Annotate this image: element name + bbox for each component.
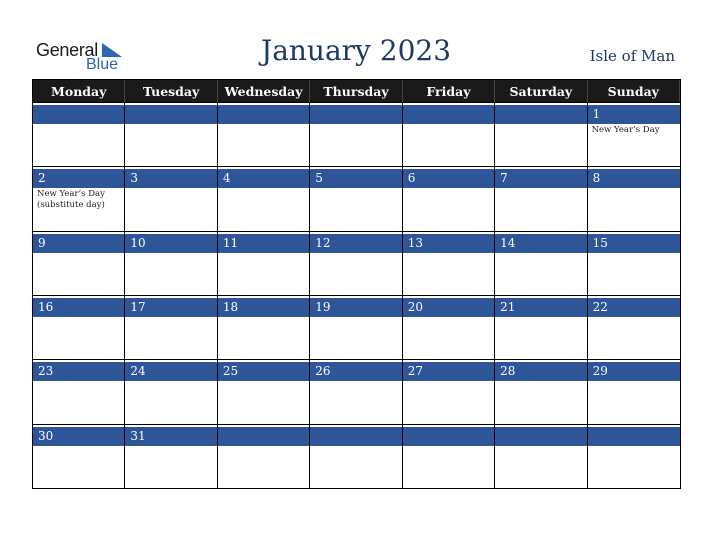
day-cell xyxy=(310,424,402,488)
logo-text-general: General xyxy=(36,40,98,60)
day-number: 3 xyxy=(125,169,216,188)
day-cell xyxy=(310,102,402,166)
day-number: 23 xyxy=(33,362,124,381)
holiday-label xyxy=(218,317,309,319)
day-cell xyxy=(218,424,310,488)
day-number: 1 xyxy=(588,105,680,124)
day-cell xyxy=(588,424,680,488)
day-number: 11 xyxy=(218,234,309,253)
holiday-label xyxy=(310,253,401,255)
day-cell xyxy=(218,295,310,359)
day-cell xyxy=(495,166,587,230)
day-number xyxy=(125,105,216,124)
holiday-label xyxy=(125,446,216,448)
holiday-label xyxy=(588,381,680,383)
holiday-label xyxy=(33,124,124,126)
day-cell xyxy=(403,424,495,488)
day-number xyxy=(218,427,309,446)
day-number: 9 xyxy=(33,234,124,253)
holiday-label xyxy=(125,188,216,190)
holiday-label xyxy=(495,381,586,383)
day-number xyxy=(218,105,309,124)
day-number: 29 xyxy=(588,362,680,381)
day-cell xyxy=(33,424,125,488)
weekday-header: Saturday xyxy=(495,80,587,102)
day-number xyxy=(310,105,401,124)
holiday-label xyxy=(33,381,124,383)
holiday-label xyxy=(495,124,586,126)
day-cell xyxy=(218,166,310,230)
day-number: 20 xyxy=(403,298,494,317)
holiday-label xyxy=(403,446,494,448)
day-cell xyxy=(125,231,217,295)
day-cell xyxy=(495,424,587,488)
holiday-label xyxy=(403,188,494,190)
day-cell xyxy=(218,231,310,295)
holiday-label xyxy=(33,317,124,319)
day-cell xyxy=(33,295,125,359)
holiday-label xyxy=(495,317,586,319)
day-cell xyxy=(33,102,125,166)
holiday-label xyxy=(125,317,216,319)
day-number: 7 xyxy=(495,169,586,188)
weekday-header: Tuesday xyxy=(125,80,217,102)
day-cell xyxy=(125,359,217,423)
day-cell xyxy=(310,231,402,295)
day-number: 18 xyxy=(218,298,309,317)
day-number xyxy=(403,427,494,446)
weekday-header: Thursday xyxy=(310,80,402,102)
holiday-label xyxy=(125,124,216,126)
day-number: 10 xyxy=(125,234,216,253)
holiday-label xyxy=(33,446,124,448)
day-cell xyxy=(125,424,217,488)
holiday-label xyxy=(403,124,494,126)
holiday-label xyxy=(218,188,309,190)
holiday-label: New Year’s Day xyxy=(591,125,660,135)
day-number: 19 xyxy=(310,298,401,317)
day-cell xyxy=(495,295,587,359)
day-number: 31 xyxy=(125,427,216,446)
weekday-header: Sunday xyxy=(588,80,680,102)
day-number: 15 xyxy=(588,234,680,253)
holiday-label xyxy=(403,381,494,383)
day-cell xyxy=(125,102,217,166)
day-number xyxy=(33,105,124,124)
day-cell xyxy=(495,359,587,423)
holiday-label xyxy=(403,253,494,255)
holiday-label xyxy=(588,253,680,255)
day-cell xyxy=(403,295,495,359)
holiday-label xyxy=(495,446,586,448)
day-number: 13 xyxy=(403,234,494,253)
day-cell xyxy=(125,295,217,359)
holiday-label xyxy=(33,253,124,255)
holiday-label xyxy=(125,253,216,255)
day-number: 30 xyxy=(33,427,124,446)
weekday-header: Wednesday xyxy=(218,80,310,102)
weekday-header: Friday xyxy=(403,80,495,102)
day-cell xyxy=(403,102,495,166)
holiday-label xyxy=(125,381,216,383)
day-number: 28 xyxy=(495,362,586,381)
day-cell xyxy=(310,166,402,230)
day-number: 4 xyxy=(218,169,309,188)
holiday-label xyxy=(218,446,309,448)
day-number xyxy=(495,427,586,446)
day-number: 25 xyxy=(218,362,309,381)
holiday-label xyxy=(310,446,401,448)
day-number: 17 xyxy=(125,298,216,317)
day-number: 14 xyxy=(495,234,586,253)
calendar-grid xyxy=(32,79,681,489)
day-cell xyxy=(588,359,680,423)
day-cell xyxy=(403,231,495,295)
day-cell xyxy=(588,166,680,230)
holiday-label: New Year’s Day (substitute day) xyxy=(37,189,105,211)
holiday-label xyxy=(588,446,680,448)
day-number: 5 xyxy=(310,169,401,188)
holiday-label xyxy=(588,317,680,319)
day-number: 27 xyxy=(403,362,494,381)
day-number xyxy=(588,427,680,446)
holiday-label xyxy=(310,188,401,190)
day-cell xyxy=(218,359,310,423)
day-cell xyxy=(588,295,680,359)
day-number: 12 xyxy=(310,234,401,253)
day-cell xyxy=(495,102,587,166)
day-number: 22 xyxy=(588,298,680,317)
day-cell xyxy=(403,359,495,423)
day-cell xyxy=(495,231,587,295)
day-number xyxy=(495,105,586,124)
day-cell xyxy=(403,166,495,230)
holiday-label xyxy=(218,253,309,255)
day-number: 16 xyxy=(33,298,124,317)
day-number: 21 xyxy=(495,298,586,317)
holiday-label xyxy=(310,317,401,319)
day-number: 24 xyxy=(125,362,216,381)
day-number xyxy=(310,427,401,446)
day-cell xyxy=(218,102,310,166)
page-title: January 2023 xyxy=(260,34,452,67)
logo-text-blue: Blue xyxy=(86,56,119,73)
holiday-label xyxy=(495,188,586,190)
day-cell xyxy=(310,359,402,423)
holiday-label xyxy=(310,381,401,383)
weekday-header: Monday xyxy=(33,80,125,102)
holiday-label xyxy=(310,124,401,126)
day-cell xyxy=(588,102,680,166)
day-cell xyxy=(33,359,125,423)
day-cell xyxy=(310,295,402,359)
day-cell xyxy=(125,166,217,230)
day-number: 2 xyxy=(33,169,124,188)
day-cell xyxy=(33,166,125,230)
day-number: 6 xyxy=(403,169,494,188)
day-number: 8 xyxy=(588,169,680,188)
day-number xyxy=(403,105,494,124)
day-number: 26 xyxy=(310,362,401,381)
holiday-label xyxy=(218,381,309,383)
holiday-label xyxy=(495,253,586,255)
day-cell xyxy=(33,231,125,295)
holiday-label xyxy=(403,317,494,319)
holiday-label xyxy=(218,124,309,126)
region-label: Isle of Man xyxy=(589,47,675,65)
day-cell xyxy=(588,231,680,295)
holiday-label xyxy=(588,188,680,190)
